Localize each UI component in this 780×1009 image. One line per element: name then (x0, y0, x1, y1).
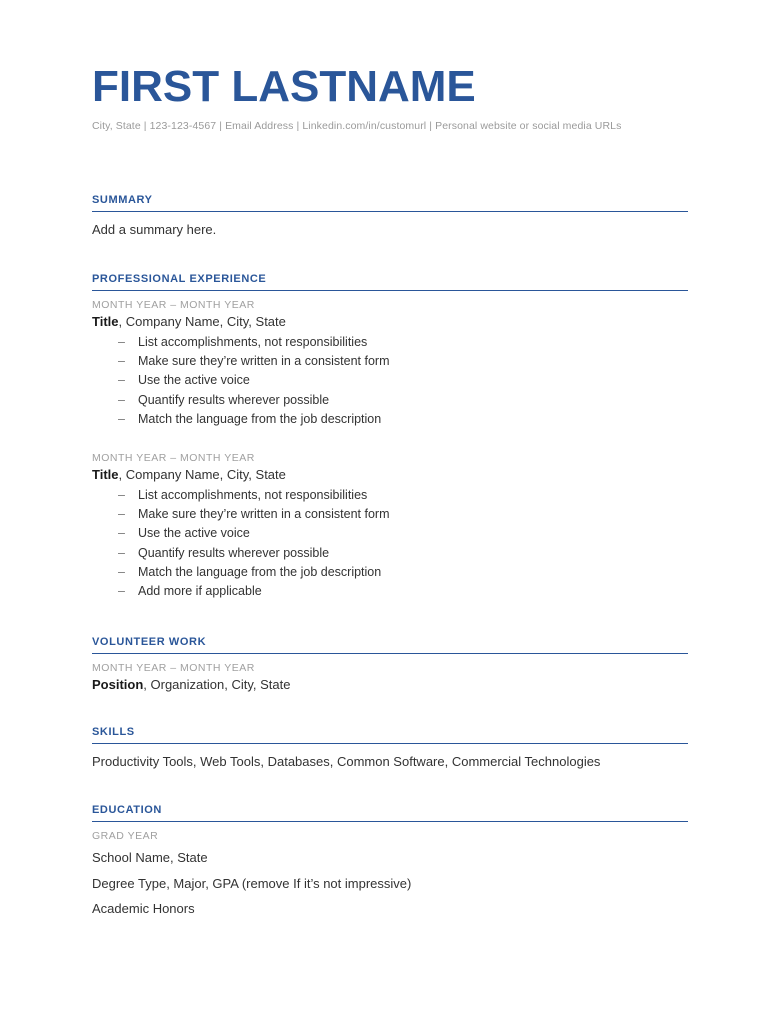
contact-line: City, State | 123-123-4567 | Email Address | Linkedin.com/in/customurl | Personal website or social media URLs (92, 120, 622, 133)
entry-role: Title (92, 313, 119, 329)
section-title-skills: SKILLS (92, 726, 688, 744)
education-line: School Name, State (92, 850, 208, 866)
list-item: – Make sure they’re written in a consistent form (92, 505, 688, 524)
skills-text: Productivity Tools, Web Tools, Databases, Common Software, Commercial Technologies (92, 753, 601, 769)
list-item: – Match the language from the job description (92, 563, 688, 582)
entry-dates: MONTH YEAR – MONTH YEAR (92, 661, 255, 674)
entry-bullets (92, 333, 688, 430)
entry-role: Title (92, 466, 119, 482)
entry-organization: , Organization, City, State (143, 676, 291, 692)
entry-dates: MONTH YEAR – MONTH YEAR (92, 298, 255, 311)
entry-dates: GRAD YEAR (92, 830, 159, 843)
list-item: – List accomplishments, not responsibilities (92, 486, 688, 505)
list-item: – Use the active voice (92, 524, 688, 543)
summary-text: Add a summary here. (92, 222, 217, 238)
entry-bullets (92, 486, 688, 602)
entry-dates: MONTH YEAR – MONTH YEAR (92, 451, 255, 464)
resume-content (92, 0, 688, 918)
section-skills (92, 726, 688, 771)
page-title: FIRST LASTNAME (92, 62, 476, 111)
entry-role: Position (92, 676, 144, 692)
section-education (92, 804, 688, 918)
section-summary (92, 194, 688, 239)
entry-jobline (92, 467, 688, 482)
list-item: – Add more if applicable (92, 582, 688, 601)
entry-jobline (92, 677, 688, 692)
section-title-volunteer: VOLUNTEER WORK (92, 636, 688, 654)
list-item: – List accomplishments, not responsibilities (92, 333, 688, 352)
entry-company: , Company Name, City, State (118, 466, 286, 482)
experience-entry (92, 299, 688, 430)
list-item: – Match the language from the job description (92, 410, 688, 429)
section-title-summary: SUMMARY (92, 194, 688, 212)
list-item: – Make sure they’re written in a consistent form (92, 352, 688, 371)
section-title-education: EDUCATION (92, 804, 688, 822)
entry-company: , Company Name, City, State (118, 313, 286, 329)
experience-entry (92, 452, 688, 602)
education-line: Degree Type, Major, GPA (remove If it’s not impressive) (92, 875, 412, 891)
section-experience (92, 273, 688, 602)
section-volunteer (92, 636, 688, 692)
entry-jobline (92, 314, 688, 329)
list-item: – Use the active voice (92, 371, 688, 390)
list-item: – Quantify results wherever possible (92, 544, 688, 563)
education-line: Academic Honors (92, 900, 195, 916)
section-title-experience: PROFESSIONAL EXPERIENCE (92, 273, 688, 291)
list-item: – Quantify results wherever possible (92, 391, 688, 410)
